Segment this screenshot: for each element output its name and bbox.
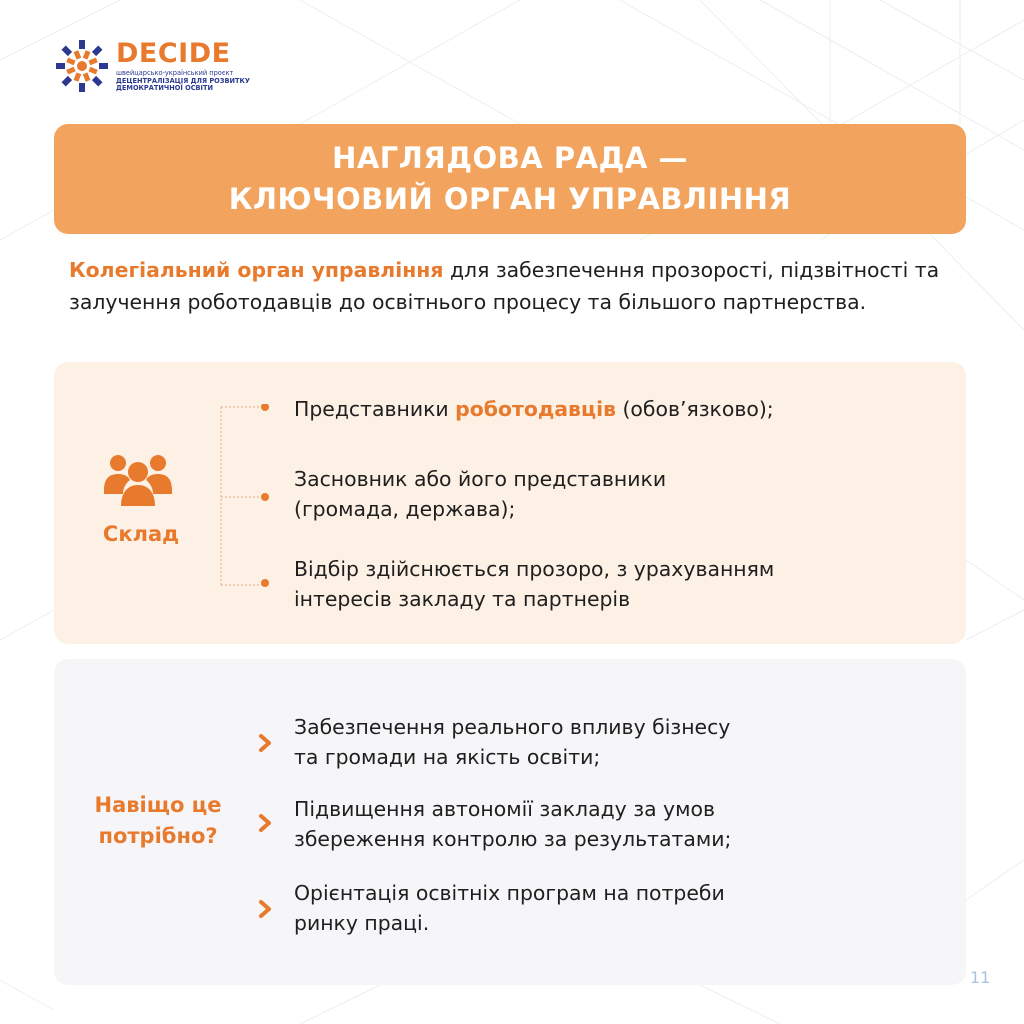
decide-logo [54,38,250,94]
page-title-line1: НАГЛЯДОВА РАДА — [332,141,688,175]
why-item: Забезпечення реального впливу бізнесу та громади на якість освіти; [294,715,731,769]
why-item: Орієнтація освітніх програм на потреби ринку праці. [294,881,725,935]
intro-highlight: Колегіальний орган управління [69,258,444,282]
composition-item: Представники роботодавців (обов’язково); [294,397,774,421]
logo-subtitle: ДЕМОКРАТИЧНОЇ ОСВІТИ [116,84,214,93]
logo-subtitle: ДЕЦЕНТРАЛІЗАЦІЯ ДЛЯ РОЗВИТКУ [116,76,250,85]
page-title-line2: КЛЮЧОВИЙ ОРГАН УПРАВЛІННЯ [228,182,792,216]
intro-text: для забезпечення прозорості, підзвітності та залучення роботодавців до освітнього процесу та більшого партнерства. [69,258,940,314]
composition-label: Склад [102,522,180,546]
why-item: Підвищення автономії закладу за умов збереження контролю за результатами; [294,797,732,851]
composition-item: Засновник або його представники (громада, держава); [294,467,667,521]
decide-logo-icon [54,38,110,94]
logo-name: DECIDE [116,38,231,70]
composition-item-highlight: роботодавців [455,397,616,421]
people-group-icon [104,450,172,506]
composition-item: Відбір здійснюється прозоро, з урахуванням інтересів закладу та партнерів [294,557,775,611]
chevron-right-icon [256,732,274,754]
page-number: 11 [970,968,991,987]
chevron-right-icon [256,812,274,834]
connector-bracket [220,404,270,588]
why-label: Навіщо це потрібно? [94,793,222,848]
title-banner [54,124,966,234]
chevron-right-icon [256,898,274,920]
logo-subtitle: швейцарсько-український проєкт [116,69,234,78]
intro-paragraph [69,254,959,318]
